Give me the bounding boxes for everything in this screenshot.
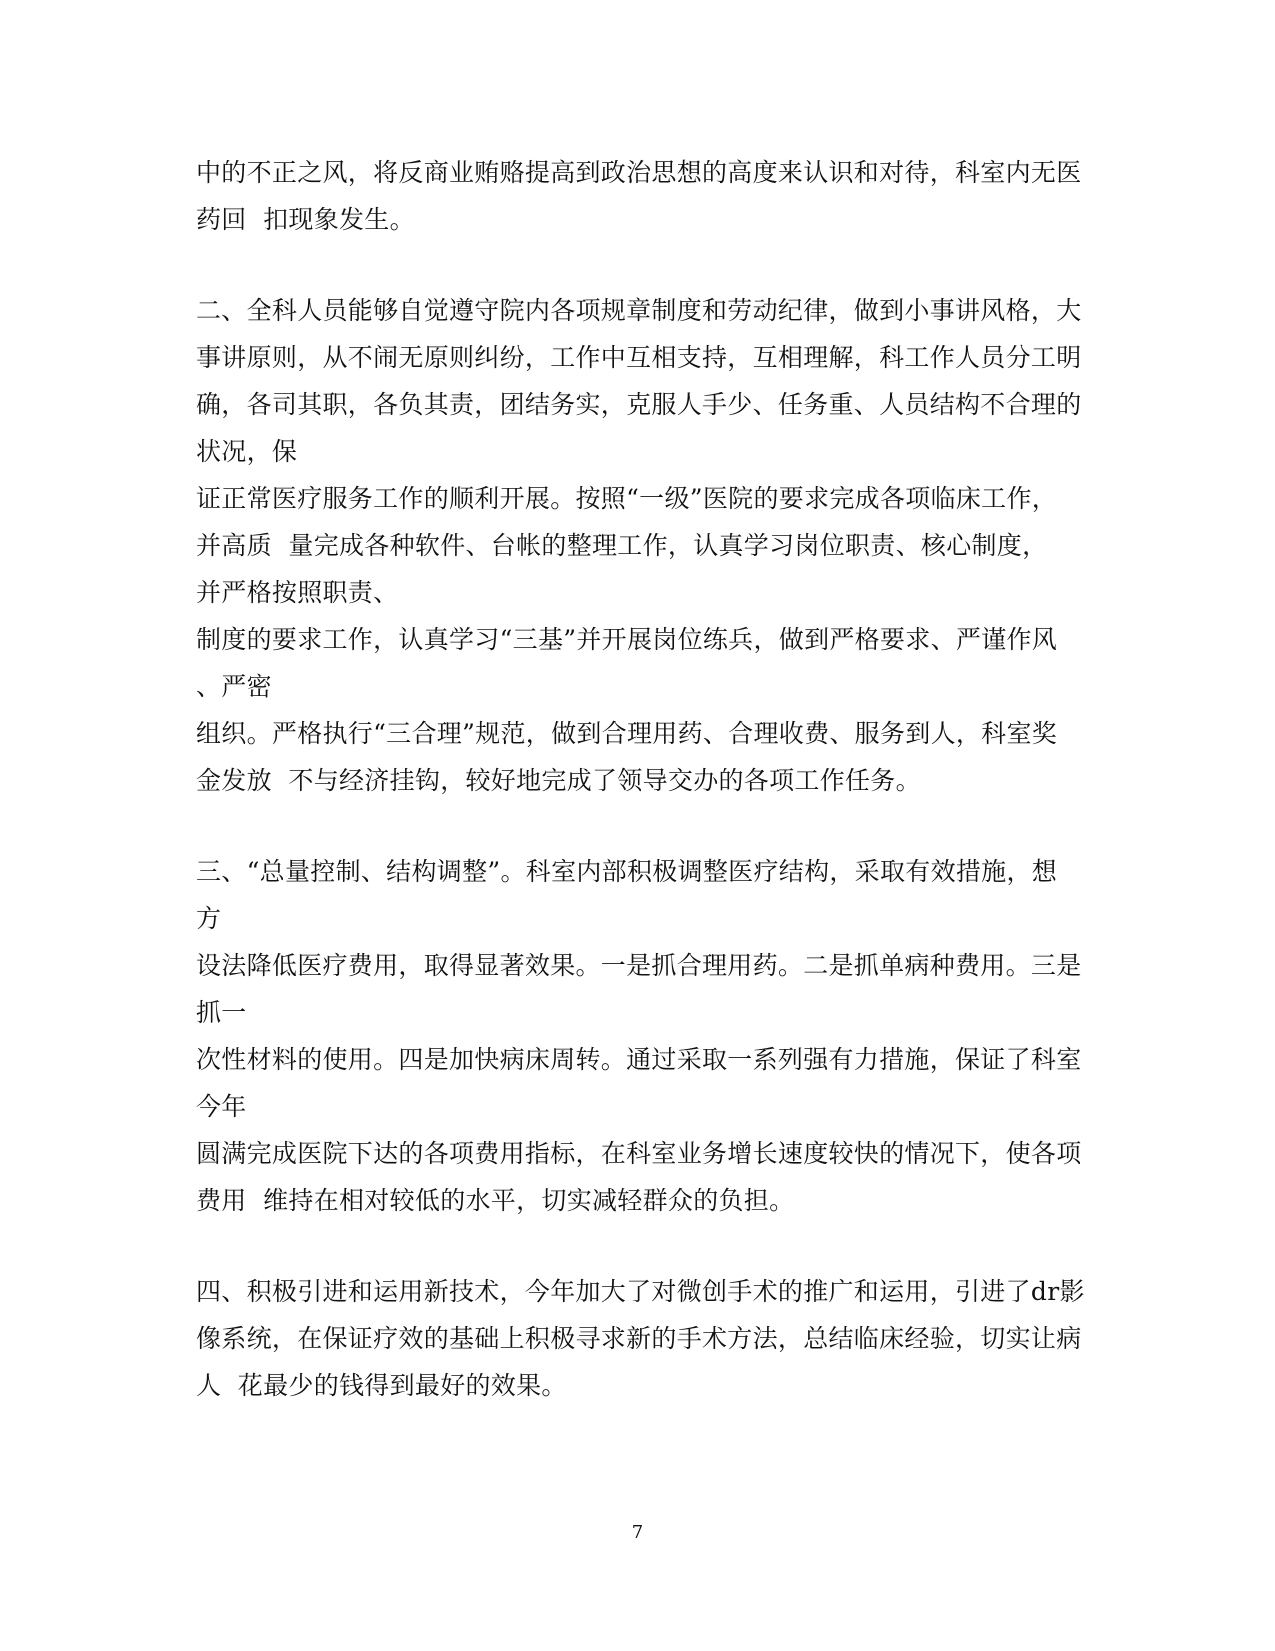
- text-line: 四、积极引进和运用新技术，今年加大了对微创手术的推广和运用，引进了dr影: [196, 1277, 1085, 1306]
- text-line: 并高质 量完成各种软件、台帐的整理工作，认真学习岗位职责、核心制度，: [196, 531, 1048, 560]
- text-line: 证正常医疗服务工作的顺利开展。按照“一级”医院的要求完成各项临床工作，: [196, 484, 1058, 513]
- text-line: 抓一: [196, 998, 247, 1027]
- text-line: 设法降低医疗费用，取得显著效果。一是抓合理用药。二是抓单病种费用。三是: [196, 951, 1082, 980]
- text-line: 次性材料的使用。四是加快病床周转。通过采取一系列强有力措施，保证了科室: [196, 1045, 1082, 1074]
- page-number: 7: [631, 1522, 644, 1543]
- text-line: 制度的要求工作，认真学习“三基”并开展岗位练兵，做到严格要求、严谨作风: [196, 625, 1058, 654]
- text-line: 三、“总量控制、结构调整”。科室内部积极调整医疗结构，采取有效措施，想: [196, 857, 1058, 886]
- text-line: 圆满完成医院下达的各项费用指标，在科室业务增长速度较快的情况下，使各项: [196, 1139, 1082, 1168]
- text-line: 并严格按照职责、: [196, 578, 399, 607]
- text-line: 二、全科人员能够自觉遵守院内各项规章制度和劳动纪律，做到小事讲风格，大: [196, 296, 1082, 325]
- text-line: 药回 扣现象发生。: [196, 205, 415, 234]
- text-line: 组织。严格执行“三合理”规范，做到合理用药、合理收费、服务到人，科室奖: [196, 719, 1058, 748]
- text-line: 确，各司其职，各负其责，团结务实，克服人手少、任务重、人员结构不合理的: [196, 390, 1082, 419]
- text-line: 中的不正之风，将反商业贿赂提高到政治思想的高度来认识和对待，科室内无医: [196, 158, 1082, 187]
- text-line: 、严密: [196, 672, 272, 701]
- text-line: 人 花最少的钱得到最好的效果。: [196, 1371, 567, 1400]
- text-line: 状况，保: [196, 437, 298, 466]
- text-line: 像系统，在保证疗效的基础上积极寻求新的手术方法，总结临床经验，切实让病: [196, 1324, 1082, 1353]
- text-line: 今年: [196, 1092, 247, 1121]
- text-line: 方: [196, 904, 222, 933]
- text-line: 费用 维持在相对较低的水平，切实减轻群众的负担。: [196, 1186, 795, 1215]
- text-line: 金发放 不与经济挂钩，较好地完成了领导交办的各项工作任务。: [196, 766, 921, 795]
- text-line: 事讲原则，从不闹无原则纠纷，工作中互相支持，互相理解，科工作人员分工明: [196, 343, 1082, 372]
